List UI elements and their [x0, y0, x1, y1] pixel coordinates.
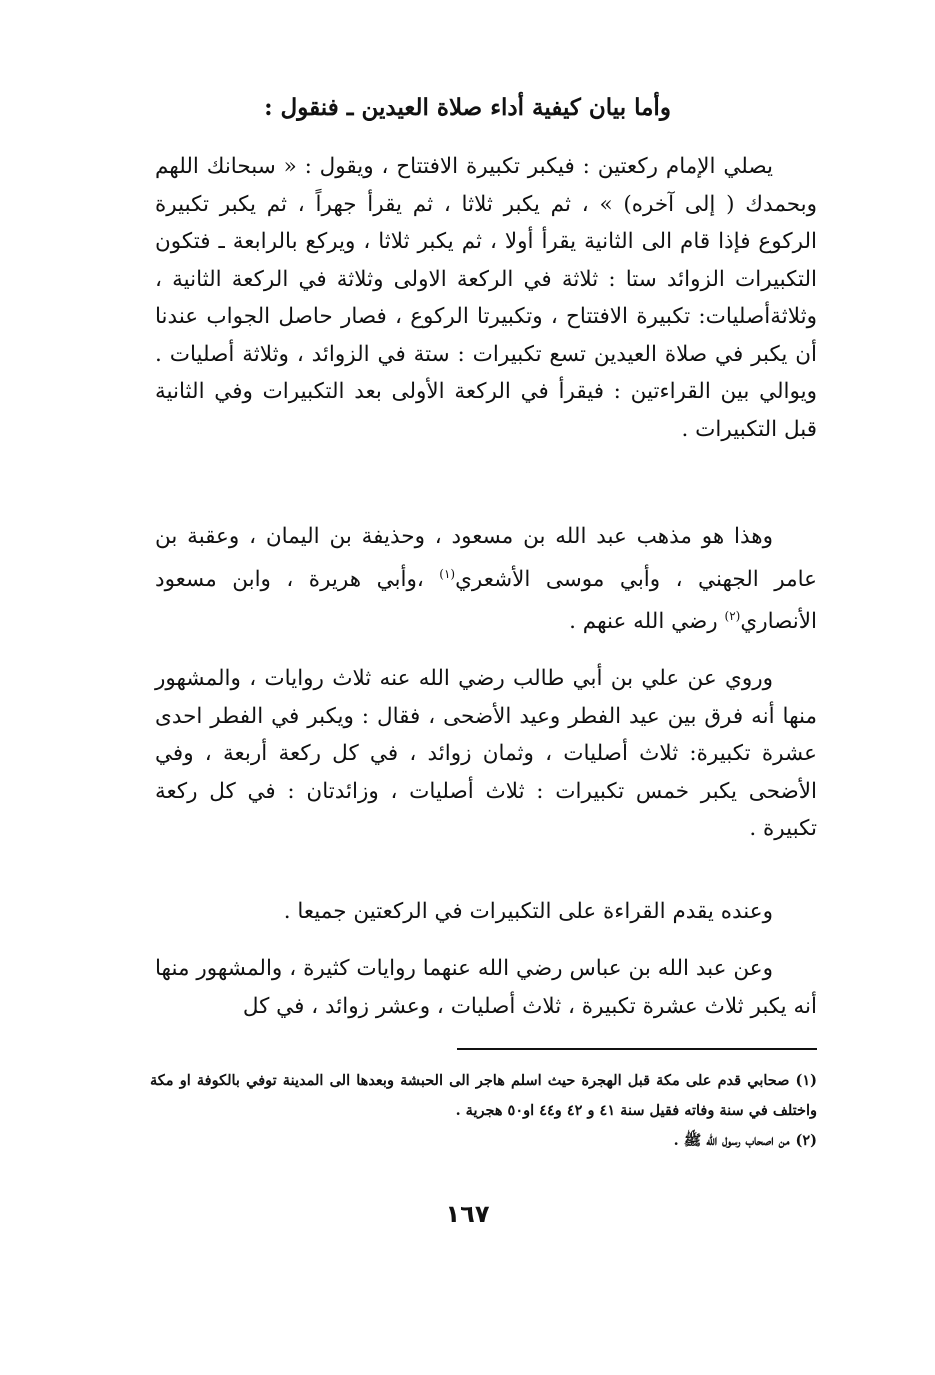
paragraph-text: يصلي الإمام ركعتين : فيكبر تكبيرة الافتتاح ، ويقول : « سبحانك اللهم وبحمدك ( إلى آخره) » ، ثم يكبر ثلاثا ، ثم يقرأ جهراً ، ثم يكبر تكبيرة الركوع فإذا قام الى الثانية يقرأ أولا ، ثم يكبر ثلاثا ، ويركع بالرابعة ـ فتكون التكبيرات الزوائد ستا : ثلاثة في الركعة الاولى وثلاثة في الركعة الثانية ، وثلاثةأصليات: تكبيرة الافتتاح ، وتكبيرتا الركوع ، فصار حاصل الجواب عندنا أن يكبر في صلاة العيدين تسع تكبيرات : ستة في الزوائد ، وثلاثة أصليات . ويوالي بين القراءتين : فيقرأ في الركعة الأولى بعد التكبيرات وفي الثانية قبل التكبيرات . [155, 154, 817, 442]
footnote-divider [457, 1048, 817, 1050]
body-paragraph [155, 950, 817, 1025]
footnote-item [150, 1066, 817, 1126]
body-paragraph [155, 148, 817, 448]
paragraph-text: وعن عبد الله بن عباس رضي الله عنهما روايات كثيرة ، والمشهور منها أنه يكبر ثلاث عشرة تكبيرة ، ثلاث أصليات ، وعشر زوائد ، في كل [155, 956, 817, 1019]
body-paragraph [155, 518, 817, 641]
paragraph-text: وروي عن علي بن أبي طالب رضي الله عنه ثلاث روايات ، والمشهور منها أنه فرق بين عيد الفطر وعيد الأضحى ، فقال : ويكبر في الفطر احدى عشرة تكبيرة: ثلاث أصليات ، وثمان زوائد ، في كل ركعة أربعة ، وفي الأضحى يكبر خمس تكبيرات : ثلاث أصليات ، وزائدتان : في كل ركعة تكبيرة . [155, 666, 817, 841]
footnote-number: (١) [795, 1072, 817, 1089]
body-paragraph [155, 660, 817, 848]
body-paragraph [155, 893, 817, 931]
footnote-text: صحابي قدم على مكة قبل الهجرة حيث اسلم هاجر الى الحبشة وبعدها الى المدينة توفي بالكوفة او مكة واختلف في سنة وفاته فقيل سنة ٤١ و ٤٢ و٤٤ او٥٠ هجرية . [150, 1072, 817, 1119]
paragraph-text: وهذا هو مذهب عبد الله بن مسعود ، وحذيفة بن اليمان ، وعقبة بن عامر الجهني ، وأبي موسى الأشعري [155, 524, 817, 592]
footnote-text: من اصحاب رسول الله ﷺ . [673, 1132, 790, 1149]
paragraph-text: ،وأبي هريرة ، وابن مسعود الأنصاري [155, 566, 817, 635]
footnote-number: (٢) [795, 1132, 817, 1149]
section-heading: وأما بيان كيفية أداء صلاة العيدين ـ فنقول : [264, 94, 671, 121]
footnote-item [150, 1126, 817, 1156]
paragraph-text: رضي الله عنهم . [569, 609, 725, 635]
paragraph-text: وعنده يقدم القراءة على التكبيرات في الركعتين جميعا . [283, 899, 773, 924]
footnote-reference[interactable]: (١) [439, 566, 456, 581]
footnote-reference[interactable]: (٢) [724, 609, 741, 624]
page-number: ١٦٧ [445, 1200, 490, 1228]
footnotes-section [150, 1066, 817, 1156]
